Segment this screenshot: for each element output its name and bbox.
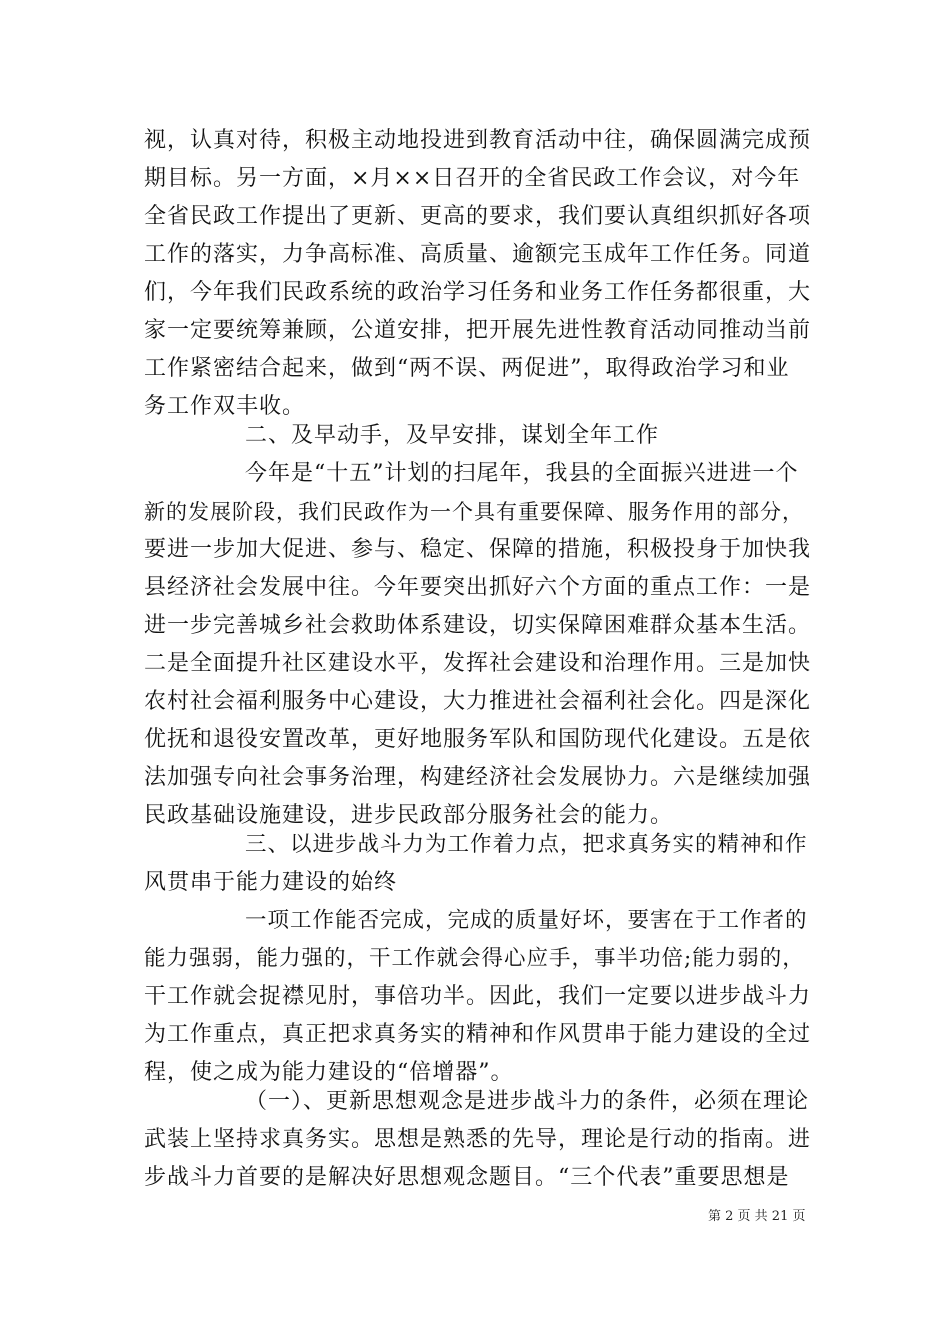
text-line: 期目标。另一方面，×月××日召开的全省民政工作会议，对今年: [144, 166, 801, 191]
text-line: 新的发展阶段，我们民政作为一个具有重要保障、服务作用的部分，: [144, 500, 804, 524]
text-line: 能力强弱，能力强的，干工作就会得心应手，事半功倍;能力弱的，: [144, 946, 805, 971]
section-heading: 三、以进步战斗力为工作着力点，把求真务实的精神和作: [245, 832, 808, 857]
text-line: 一项工作能否完成，完成的质量好坏，要害在于工作者的: [245, 908, 808, 933]
text-line: 县经济社会发展中往。今年要突出抓好六个方面的重点工作：一是: [144, 575, 812, 600]
text-line: 民政基础设施建设，进步民政部分服务社会的能力。: [144, 803, 674, 828]
text-line: 家一定要统筹兼顾，公道安排，把开展先进性教育活动同推动当前: [144, 318, 812, 343]
page-number-footer: 第 2 页 共 21 页: [708, 1209, 806, 1224]
text-line: 程，使之成为能力建设的“倍增器”。: [144, 1060, 514, 1085]
text-line: 工作紧密结合起来，做到“两不误、两促进”，取得政治学习和业: [144, 356, 790, 381]
text-line: 干工作就会捉襟见肘，事倍功半。因此，我们一定要以进步战斗力: [144, 984, 812, 1009]
text-line: 今年是“十五”计划的扫尾年，我县的全面振兴进进一个: [245, 461, 799, 486]
text-line: 视，认真对待，积极主动地投进到教育活动中往，确保圆满完成预: [144, 128, 812, 153]
text-line: 全省民政工作提出了更新、更高的要求，我们要认真组织抓好各项: [144, 204, 812, 229]
text-line: 武装上坚持求真务实。思想是熟悉的先导，理论是行动的指南。进: [144, 1127, 812, 1152]
text-line: 农村社会福利服务中心建设，大力推进社会福利社会化。四是深化: [144, 689, 812, 714]
text-line: 优抚和退役安置改革，更好地服务军队和国防现代化建设。五是依: [144, 727, 812, 752]
text-line: 务工作双丰收。: [144, 394, 306, 419]
text-line: 们，今年我们民政系统的政治学习任务和业务工作任务都很重，大: [144, 280, 812, 305]
text-line: 法加强专向社会事务治理，构建经济社会发展协力。六是继续加强: [144, 765, 812, 790]
text-line: 要进一步加大促进、参与、稳定、保障的措施，积极投身于加快我: [144, 537, 812, 562]
text-line: 为工作重点，真正把求真务实的精神和作风贯串于能力建设的全过: [144, 1022, 812, 1047]
text-line: （一）、更新思想观念是进步战斗力的条件，必须在理论: [245, 1089, 810, 1114]
section-heading: 二、及早动手，及早安排，谋划全年工作: [245, 423, 660, 448]
text-line: 工作的落实，力争高标准、高质量、逾额完玉成年工作任务。同道: [144, 242, 812, 267]
text-line: 步战斗力首要的是解决好思想观念题目。“三个代表”重要思想是: [144, 1165, 790, 1190]
text-line: 二是全面提升社区建设水平，发挥社会建设和治理作用。三是加快: [144, 651, 812, 676]
text-line: 进一步完善城乡社会救助体系建设，切实保障困难群众基本生活。: [144, 613, 812, 638]
section-heading: 风贯串于能力建设的始终: [144, 870, 398, 895]
